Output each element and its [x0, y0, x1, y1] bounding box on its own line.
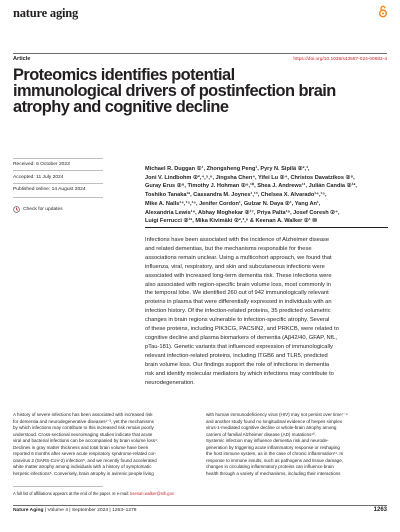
- title-line: immunological drivers of postinfection brain: [13, 82, 336, 100]
- body-line: generation by triggering acute inflammatory response or reshaping: [206, 444, 340, 450]
- doi-link[interactable]: https://doi.org/10.1038/s43587-024-00682-4: [293, 56, 387, 62]
- body-line: with human immunodeficiency virus (HIV) may not persist over time⁷⁻⁹: [206, 412, 348, 417]
- abstract-line: of these proteins, including PIK3CG, PACSIN2, and PRKCB, were related to: [145, 326, 339, 333]
- body-line: herpetic infections⁶. Conversely, brain atrophy in avirenic people living: [13, 470, 154, 476]
- body-line: carriers of familial Alzheimer disease (AD) mutations¹⁰.: [206, 431, 316, 437]
- author-line[interactable]: Toshiko Tanaka¹², Cassandra M. Joynes¹,¹³, Chelsea X. Alvarado¹⁴,¹⁵,: [145, 192, 327, 199]
- abstract-line: pTau-181). Genetic variants that influenced expression of immunologically: [145, 343, 333, 350]
- abstract-line: Infections have been associated with the incidence of Alzheimer disease: [145, 237, 330, 243]
- abstract-line: associations remain unclear. Using a multicohort approach, we found that: [145, 254, 332, 261]
- body-line: A history of severe infections has been associated with increased risk: [13, 412, 153, 417]
- date-separator: [13, 183, 103, 184]
- author-line[interactable]: Joni V. Lindbohm ②²,⁴,⁵,⁶, Jingsha Chen⁴, Yifei Lu ②⁴, Christos Davatzikos ②⁸,: [145, 174, 355, 181]
- abstract-line: infection history. Of the infection-related proteins, 35 predicted volumetric: [145, 308, 331, 315]
- header-rule: [13, 53, 387, 54]
- body-line: onavirus 2 (SARS-CoV-2) infection⁵, and we recently found accelerated: [13, 457, 157, 463]
- abstract-line: cognitive decline and plasma biomarkers of dementia (Aβ42/40, GFAP, NfL,: [145, 334, 338, 341]
- check-updates-label: Check for updates: [23, 207, 63, 212]
- footer-rule: [13, 505, 387, 506]
- body-line: changes in circulating inflammatory proteins can influence brain: [206, 464, 334, 469]
- article-type: Article: [13, 56, 31, 62]
- page-number: 1263: [373, 507, 387, 513]
- date-separator: [13, 170, 103, 171]
- mail-icon: ✉ e-mail:: [112, 491, 131, 496]
- body-line: reported 6 months after severe acute respiratory syndrome-related cor-: [13, 451, 157, 456]
- refresh-icon: [13, 206, 20, 213]
- abstract-line: relevant infection-related proteins, including ITGB6 and TLR5, predicted: [145, 352, 328, 359]
- date-separator: [13, 158, 103, 159]
- journal-name: nature aging: [13, 6, 79, 20]
- abstract-line: proteins in plasma that were differentially expressed in individuals with an: [145, 299, 332, 306]
- abstract-line: risk and identify molecular mediators by which infections may contribute to: [145, 370, 334, 377]
- author-line[interactable]: Guray Erus ②⁸, Timothy J. Hohman ②⁹,¹⁰, Shea J. Andrews¹¹, Julián Candia ②¹²,: [145, 183, 357, 190]
- correspondence-email[interactable]: keenan.walker@nih.gov: [130, 491, 174, 496]
- footer-details: | Volume 4 | September 2024 | 1263–1278: [43, 508, 137, 513]
- body-line: viral and bacterial infections can be accompanied by brain volume loss⁴.: [13, 438, 159, 443]
- date-separator: [13, 197, 103, 198]
- abstract-line: changes in brain regions vulnerable to infection-specific atrophy. Several: [145, 317, 330, 324]
- abstract-line: neurodegeneration.: [145, 379, 195, 386]
- author-list: [145, 165, 385, 226]
- body-line: understood. Cross-sectional neuroimaging studies indicate that acute: [13, 431, 153, 437]
- abstract-line: brain volume loss. Our findings support the role of infections in dementia: [145, 361, 330, 368]
- body-line: response to immune insults, such as pathogens and tissue damage,: [206, 457, 343, 463]
- open-access-icon[interactable]: [378, 5, 388, 18]
- body-line: by which infections may contribute to this increased risk remain poorly: [13, 425, 154, 430]
- abstract-line: influenza, viral, respiratory, and skin and subcutaneous infections were: [145, 263, 325, 270]
- body-line: Declines in gray matter thickness and total brain volume have been: [13, 444, 149, 450]
- abstract-line: associated with increased long-term dementia risk. These infections were: [145, 272, 332, 279]
- footer-journal: Nature Aging: [13, 508, 44, 513]
- body-line: virus-1-mediated cognitive decline or whole-brain atrophy among: [206, 425, 337, 430]
- body-line: the host immune system, as in the case of chronic inflammation¹¹. In: [206, 451, 344, 456]
- author-line[interactable]: Mike A. Nalls¹⁴,¹⁵,¹⁶, Jenifer Cordon¹, Gulzar N. Daya ②¹, Yang An¹,: [145, 200, 321, 207]
- affiliations-footnote: [13, 491, 174, 496]
- author-line[interactable]: Michael R. Duggan ①¹, Zhongsheng Peng¹, Pyry N. Sipilä ②²,³,: [145, 166, 310, 172]
- abstract: [145, 236, 388, 387]
- title-line: atrophy and cognitive decline: [13, 98, 229, 116]
- author-line[interactable]: Alexandria Lewis¹⁶, Abhay Moghekar ②¹⁷, Priya Palta¹⁸, Josef Coresh ②⁴,: [145, 209, 340, 216]
- body-line: Systemic infection may influence dementia risk and neurode-: [206, 438, 329, 443]
- article-title: [13, 67, 391, 115]
- body-column-left: [13, 412, 193, 477]
- received-date: Received: 6 October 2023: [13, 162, 70, 167]
- abstract-rule: [145, 227, 388, 228]
- abstract-line: and related dementias, but the mechanisms responsible for these: [145, 245, 312, 252]
- accepted-date: Accepted: 11 July 2024: [13, 175, 64, 180]
- footnote-text: A full list of affiliations appears at the end of the paper.: [13, 491, 112, 496]
- body-line: for dementia and neurodegenerative diseases¹⁻³, yet the mechanisms: [13, 418, 154, 424]
- abstract-line: also associated with region-specific brain volume loss, most commonly in: [145, 281, 331, 288]
- published-date: Published online: 14 August 2024: [13, 187, 86, 192]
- footer-citation: [13, 508, 137, 513]
- body-line: health through a variety of mechanisms, including their interactions: [206, 470, 341, 476]
- author-line[interactable]: Luigi Ferrucci ②¹², Mika Kivimäki ②²,³,⁶ & Keenan A. Walker ②¹ ✉: [145, 218, 318, 225]
- title-line: Proteomics identifies potential: [13, 66, 235, 84]
- check-for-updates-button[interactable]: [13, 206, 63, 213]
- footnote-rule: [13, 486, 103, 487]
- body-line: and another study found no longitudinal evidence of herpes simplex: [206, 418, 342, 424]
- abstract-line: the temporal lobe. We identified 260 out of 942 immunologically relevant: [145, 290, 329, 297]
- body-column-right: [206, 412, 388, 477]
- body-line: white matter atrophy among individuals with a history of symptomatic: [13, 464, 152, 469]
